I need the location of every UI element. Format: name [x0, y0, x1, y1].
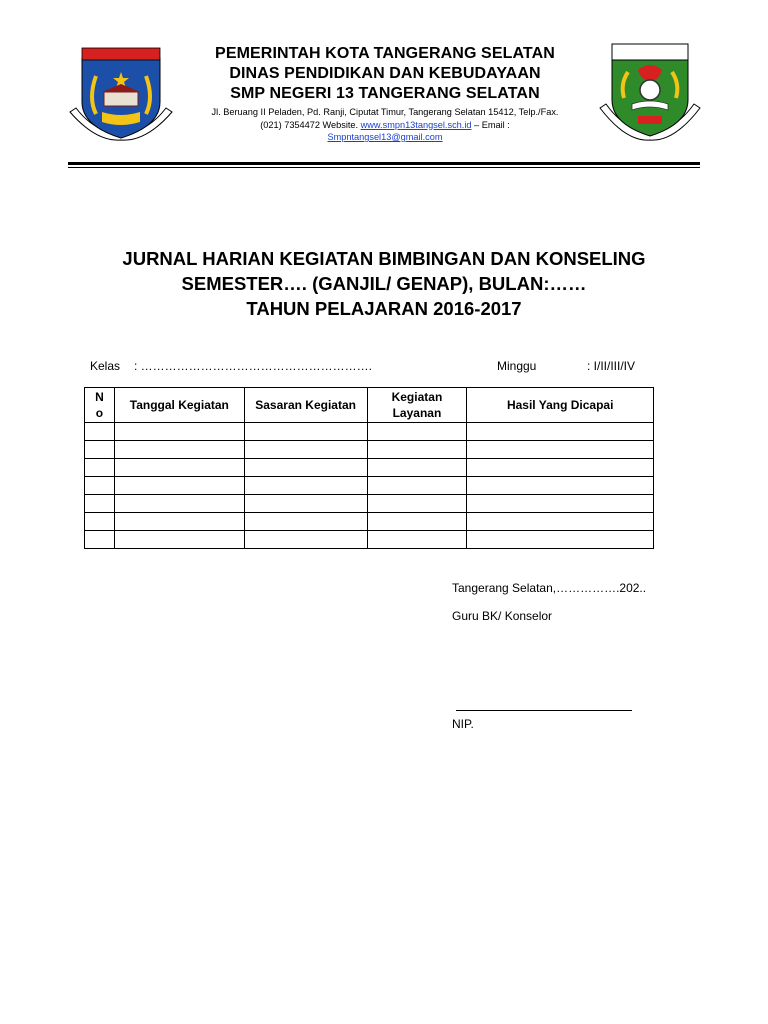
table-cell [114, 441, 244, 459]
table-cell [114, 459, 244, 477]
table-cell [85, 477, 115, 495]
letterhead-divider-thick [68, 162, 700, 165]
header-government: PEMERINTAH KOTA TANGERANG SELATAN [215, 45, 555, 62]
table-row [85, 513, 654, 531]
title-line-2: SEMESTER…. (GANJIL/ GENAP), BULAN:…… [181, 273, 587, 294]
table-cell [367, 459, 467, 477]
address-line-2: (021) 7354472 Website. www.smpn13tangsel.sch.id – Email : [260, 119, 510, 130]
table-row [85, 531, 654, 549]
kota-tangerang-selatan-logo [66, 42, 176, 146]
table-cell [85, 423, 115, 441]
address-line-3 [180, 131, 590, 144]
table-cell [114, 477, 244, 495]
table-cell [367, 477, 467, 495]
table-cell [467, 423, 654, 441]
table-cell [467, 441, 654, 459]
header-school: SMP NEGERI 13 TANGERANG SELATAN [230, 85, 540, 102]
table-cell [114, 423, 244, 441]
table-cell [467, 495, 654, 513]
header-address [180, 106, 590, 144]
journal-table [84, 387, 654, 549]
table-cell [467, 531, 654, 549]
table-row [85, 477, 654, 495]
signature-nip: NIP. [452, 717, 474, 731]
email-link[interactable]: Smpntangsel13@gmail.com [327, 132, 443, 142]
signature-role: Guru BK/ Konselor [452, 609, 553, 623]
table-cell [114, 495, 244, 513]
table-cell [367, 441, 467, 459]
table-row [85, 459, 654, 477]
minggu-value: : I/II/III/IV [587, 359, 636, 373]
table-cell [467, 477, 654, 495]
table-cell [85, 495, 115, 513]
document-title [0, 246, 768, 321]
table-cell [244, 531, 367, 549]
table-cell [244, 459, 367, 477]
table-cell [367, 513, 467, 531]
signature-place-date: Tangerang Selatan,…………….202.. [452, 581, 647, 595]
smp-negeri-13-logo [598, 42, 702, 146]
table-cell [244, 495, 367, 513]
table-cell [467, 459, 654, 477]
kelas-label: Kelas [90, 359, 121, 373]
table-row [85, 423, 654, 441]
header-hasil-yang-dicapai: Hasil Yang Dicapai [467, 388, 654, 423]
table-header-row [85, 388, 654, 423]
header-tanggal-kegiatan: Tanggal Kegiatan [114, 388, 244, 423]
signature-line [456, 710, 632, 711]
table-cell [367, 423, 467, 441]
title-line-3: TAHUN PELAJARAN 2016-2017 [246, 298, 522, 319]
header-kegiatan-layanan: Kegiatan Layanan [367, 388, 467, 423]
table-row [85, 495, 654, 513]
table-cell [244, 513, 367, 531]
website-link[interactable]: www.smpn13tangsel.sch.id [360, 119, 472, 130]
header-no: N o [85, 388, 115, 423]
title-line-1: JURNAL HARIAN KEGIATAN BIMBINGAN DAN KONSELING [122, 248, 646, 269]
letterhead-divider-thin [68, 167, 700, 168]
table-row [85, 441, 654, 459]
table-cell [244, 423, 367, 441]
table-cell [467, 513, 654, 531]
table-cell [244, 441, 367, 459]
table-cell [85, 513, 115, 531]
table-cell [367, 531, 467, 549]
table-cell [244, 477, 367, 495]
kelas-value: : …………………………………………………. [134, 359, 373, 373]
table-cell [114, 513, 244, 531]
table-cell [85, 441, 115, 459]
minggu-label: Minggu [497, 359, 537, 373]
table-cell [367, 495, 467, 513]
table-cell [114, 531, 244, 549]
header-sasaran-kegiatan: Sasaran Kegiatan [244, 388, 367, 423]
header-department: DINAS PENDIDIKAN DAN KEBUDAYAAN [229, 65, 541, 82]
table-cell [85, 459, 115, 477]
table-cell [85, 531, 115, 549]
address-line-1: Jl. Beruang II Peladen, Pd. Ranji, Ciputat Timur, Tangerang Selatan 15412, Telp./Fax. [211, 107, 559, 117]
letterhead [180, 44, 590, 144]
